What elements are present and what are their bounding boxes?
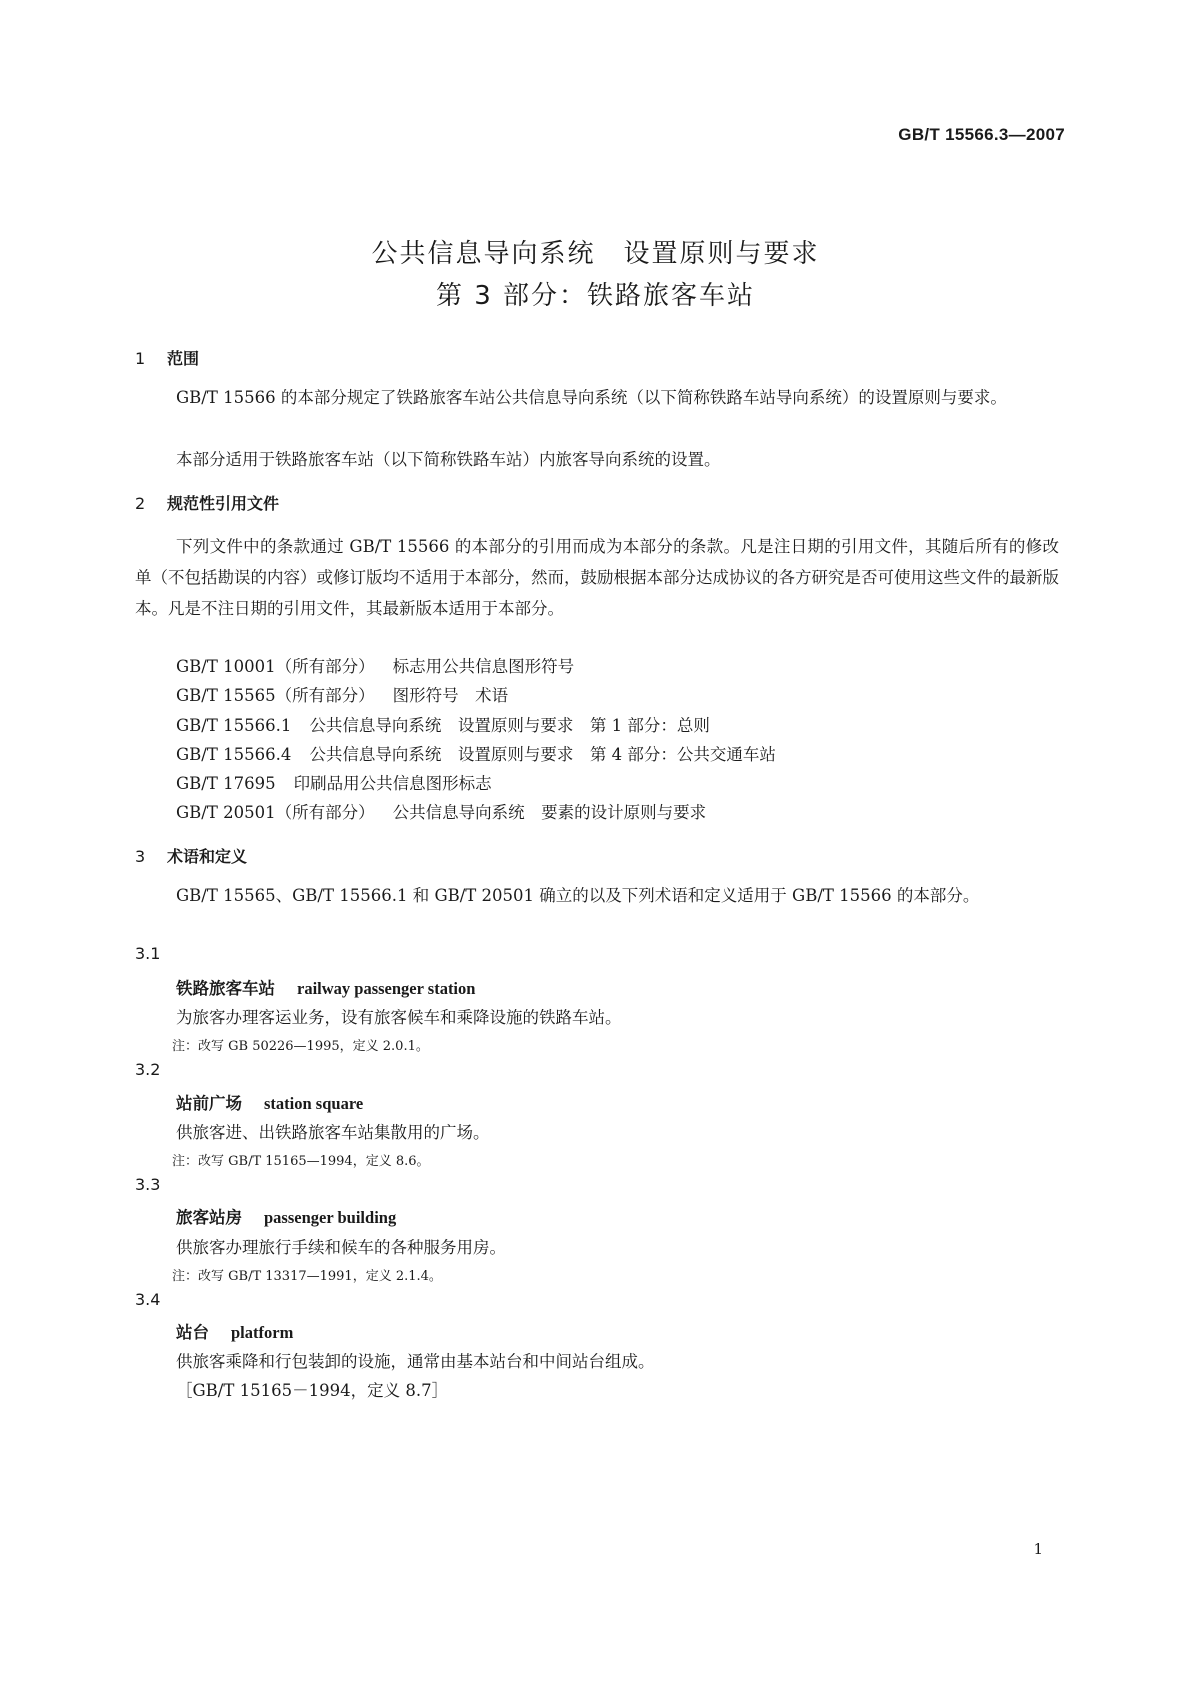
- reference-title: 公共信息导向系统 设置原则与要求 第 1 部分：总则: [309, 716, 710, 735]
- term-english: station square: [264, 1094, 364, 1113]
- reference-code: GB/T 15566.1: [176, 716, 292, 735]
- section-3-paragraph: GB/T 15565、GB/T 15566.1 和 GB/T 20501 确立的以及下列术语和定义适用于 GB/T 15566 的本部分。: [176, 886, 980, 905]
- term-definition: 供旅客进、出铁路旅客车站集散用的广场。: [176, 1123, 490, 1142]
- section-title: 规范性引用文件: [167, 494, 280, 513]
- section-number: 1: [135, 349, 146, 368]
- reference-code: GB/T 15566.4: [176, 745, 292, 764]
- page-number: 1: [1033, 1540, 1043, 1558]
- term-chinese: 旅客站房: [176, 1208, 242, 1227]
- title-main: 公共信息导向系统 设置原则与要求: [371, 239, 820, 269]
- term-definition: 供旅客乘降和行包装卸的设施，通常由基本站台和中间站台组成。: [176, 1352, 655, 1371]
- section-2-heading: [135, 491, 279, 514]
- term-name: [176, 975, 475, 999]
- term-english: railway passenger station: [297, 979, 476, 998]
- reference-title: 公共信息导向系统 设置原则与要求 第 4 部分：公共交通车站: [309, 745, 776, 764]
- term-chinese: 铁路旅客车站: [176, 979, 275, 998]
- term-definition: 为旅客办理客运业务，设有旅客候车和乘降设施的铁路车站。: [176, 1008, 622, 1027]
- term-number: 3.2: [135, 1060, 161, 1079]
- section-1-paragraph-1: GB/T 15566 的本部分规定了铁路旅客车站公共信息导向系统（以下简称铁路车站导向系统）的设置原则与要求。: [176, 388, 1007, 407]
- term-note: 注：改写 GB/T 15165—1994，定义 8.6。: [172, 1154, 430, 1169]
- section-title: 范围: [167, 349, 200, 368]
- section-number: 3: [135, 847, 146, 866]
- section-number: 2: [135, 494, 146, 513]
- term-name: [176, 1319, 293, 1343]
- section-2-paragraph: 下列文件中的条款通过 GB/T 15566 的本部分的引用而成为本部分的条款。凡是注日期的引用文件，其随后所有的修改单（不包括勘误的内容）或修订版均不适用于本部分，然而，鼓励根据本部分达成协议的各方研究是否可使用这些文件的最新版本。凡是不注日期的引用文件，其最新版本适用于本部分。: [135, 537, 1059, 618]
- reference-code: GB/T 17695: [176, 774, 276, 793]
- term-note: 注：改写 GB/T 13317—1991，定义 2.1.4。: [172, 1269, 442, 1284]
- term-name: [176, 1090, 363, 1114]
- term-english: passenger building: [264, 1208, 397, 1227]
- term-chinese: 站前广场: [176, 1094, 242, 1113]
- reference-item: [176, 712, 710, 736]
- reference-item: [176, 799, 706, 823]
- section-1-heading: [135, 346, 199, 369]
- reference-item: [176, 741, 776, 765]
- reference-title: 图形符号 术语: [392, 686, 509, 705]
- reference-title: 印刷品用公共信息图形标志: [293, 774, 492, 793]
- reference-item: [176, 770, 492, 794]
- reference-item: [176, 653, 574, 677]
- section-title: 术语和定义: [167, 847, 248, 866]
- reference-code: GB/T 20501（所有部分）: [176, 803, 375, 822]
- reference-code: GB/T 15565（所有部分）: [176, 686, 375, 705]
- standard-id: GB/T 15566.3—2007: [898, 125, 1065, 144]
- title-part: 第 3 部分：铁路旅客车站: [435, 281, 756, 311]
- term-chinese: 站台: [176, 1323, 209, 1342]
- term-number: 3.3: [135, 1175, 161, 1194]
- term-definition: 供旅客办理旅行手续和候车的各种服务用房。: [176, 1238, 506, 1257]
- section-1-paragraph-2: 本部分适用于铁路旅客车站（以下简称铁路车站）内旅客导向系统的设置。: [176, 450, 721, 469]
- term-number: 3.1: [135, 944, 161, 963]
- term-name: [176, 1204, 396, 1228]
- term-source: ［GB/T 15165－1994，定义 8.7］: [176, 1381, 449, 1400]
- reference-code: GB/T 10001（所有部分）: [176, 657, 375, 676]
- term-english: platform: [231, 1323, 294, 1342]
- term-number: 3.4: [135, 1290, 161, 1309]
- reference-title: 标志用公共信息图形符号: [392, 657, 575, 676]
- section-3-heading: [135, 844, 247, 867]
- reference-title: 公共信息导向系统 要素的设计原则与要求: [392, 803, 707, 822]
- term-note: 注：改写 GB 50226—1995，定义 2.0.1。: [172, 1039, 429, 1054]
- reference-item: [176, 682, 508, 706]
